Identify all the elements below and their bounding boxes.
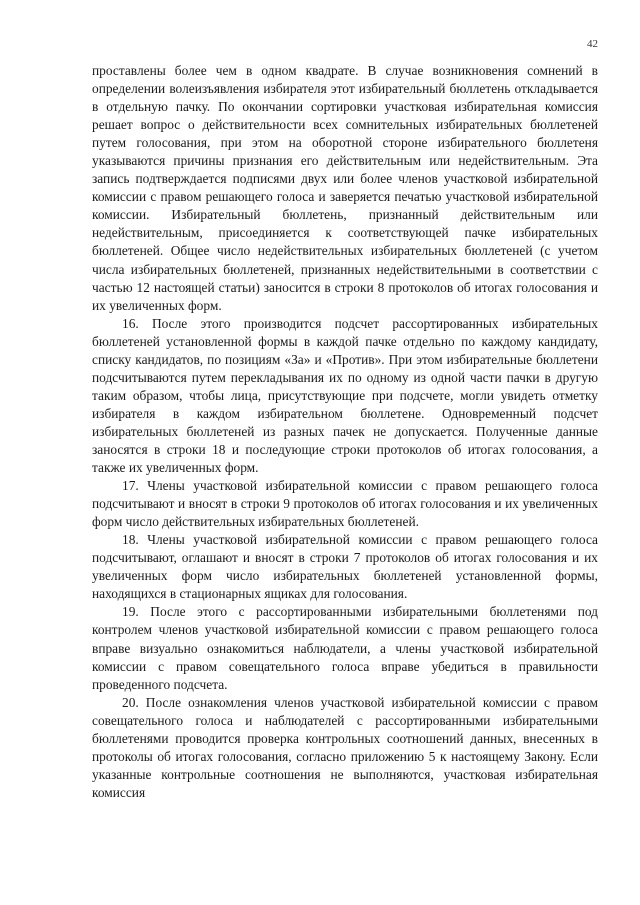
- paragraph-20: 20. После ознакомления членов участковой избирательной комиссии с правом совещательного голоса и наблюдателей с рассортированными избирательными бюллетенями проводится проверка контрольных соотношений данных, внесенных в протоколы об итогах голосования, согласно приложению 5 к настоящему Закону. Если указанные контрольные соотношения не выполняются, участковая избирательная комиссия: [92, 694, 598, 800]
- paragraph-19: 19. После этого с рассортированными избирательными бюллетенями под контролем членов участковой избирательной комиссии с правом решающего голоса вправе визуально ознакомиться наблюдатели, а члены участковой избирательной комиссии с правом совещательного голоса вправе убедиться в правильности проведенного подсчета.: [92, 604, 598, 692]
- paragraph-16: 16. После этого производится подсчет рассортированных избирательных бюллетеней установленной формы в каждой пачке отдельно по каждому кандидату, списку кандидатов, по позициям «За» и «Против». При этом избирательные бюллетени подсчитываются путем перекладывания их по одному из одной части пачки в другую таким образом, чтобы лица, присутствующие при подсчете, могли увидеть отметку избирателя в каждом избирательном бюллетене. Одновременный подсчет избирательных бюллетеней из разных пачек не допускается. Полученные данные заносятся в строки 18 и последующие строки протоколов об итогах голосования, а также их увеличенных форм.: [92, 315, 598, 476]
- paragraph-17: 17. Члены участковой избирательной комиссии с правом решающего голоса подсчитывают и вносят в строки 9 протоколов об итогах голосования и их увеличенных форм число действительных избирательных бюллетеней.: [92, 478, 598, 530]
- page-number: 42: [587, 38, 598, 50]
- paragraph-18: 18. Члены участковой избирательной комиссии с правом решающего голоса подсчитывают, оглашают и вносят в строки 7 протоколов об итогах голосования и их увеличенных форм число избирательных бюллетеней установленной формы, находящихся в стационарных ящиках для голосования.: [92, 532, 598, 602]
- paragraph-continuation: проставлены более чем в одном квадрате. В случае возникновения сомнений в определении волеизъявления избирателя этот избирательный бюллетень откладывается в отдельную пачку. По окончании сортировки участковая избирательная комиссия решает вопрос о действительности всех сомнительных избирательных бюллетеней путем голосования, при этом на оборотной стороне избирательного бюллетеня указываются причины признания его действительным или недействительным. Эта запись подтверждается подписями двух или более членов участковой избирательной комиссии с правом решающего голоса и заверяется печатью участковой избирательной комиссии. Избирательный бюллетень, признанный действительным или недействительным, присоединяется к соответствующей пачке избирательных бюллетеней. Общее число недействительных избирательных бюллетеней (с учетом числа избирательных бюллетеней, признанных недействительными в соответствии с частью 12 настоящей статьи) заносится в строки 8 протоколов об итогах голосования и их увеличенных форм.: [92, 63, 598, 313]
- document-body: [92, 62, 598, 802]
